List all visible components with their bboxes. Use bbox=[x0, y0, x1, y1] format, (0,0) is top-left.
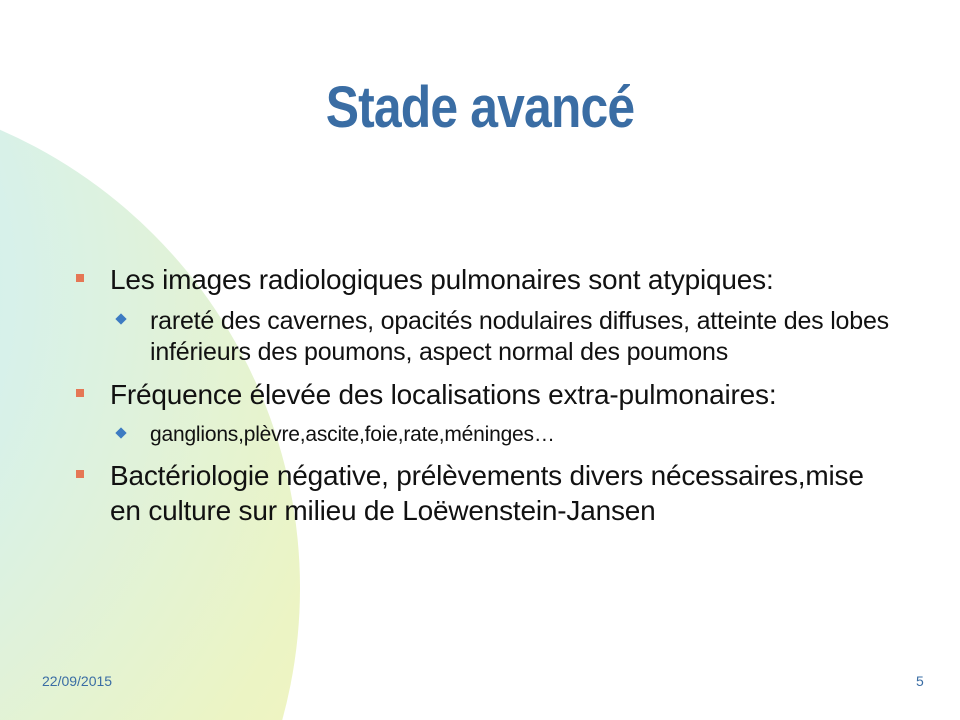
bullet-text: Bactériologie négative, prélèvements divers nécessaires,mise en culture sur milieu de Loëwenstein-Jansen bbox=[110, 460, 864, 526]
bullet-text: Les images radiologiques pulmonaires sont atypiques: bbox=[110, 264, 774, 295]
slide-title: Stade avancé bbox=[325, 75, 635, 140]
bullet-item bbox=[76, 377, 896, 412]
footer-date: 22/09/2015 bbox=[42, 673, 113, 689]
bullet-item bbox=[76, 262, 896, 297]
square-bullet-icon bbox=[76, 470, 84, 478]
square-bullet-icon bbox=[76, 389, 84, 397]
slide-bullet-list bbox=[76, 262, 896, 537]
diamond-bullet-icon bbox=[115, 427, 126, 438]
sub-bullet-text: ganglions,plèvre,ascite,foie,rate,méninges… bbox=[150, 423, 555, 446]
bullet-item bbox=[76, 458, 896, 528]
bullet-text: Fréquence élevée des localisations extra-pulmonaires: bbox=[110, 379, 777, 410]
sub-bullet-item bbox=[116, 421, 895, 449]
sub-bullet-text: rareté des cavernes, opacités nodulaires diffuses, atteinte des lobes inférieurs des poumons, aspect normal des poumons bbox=[150, 307, 889, 366]
diamond-bullet-icon bbox=[115, 313, 126, 324]
square-bullet-icon bbox=[76, 274, 84, 282]
page-number: 5 bbox=[916, 673, 924, 689]
sub-bullet-item bbox=[116, 306, 895, 368]
